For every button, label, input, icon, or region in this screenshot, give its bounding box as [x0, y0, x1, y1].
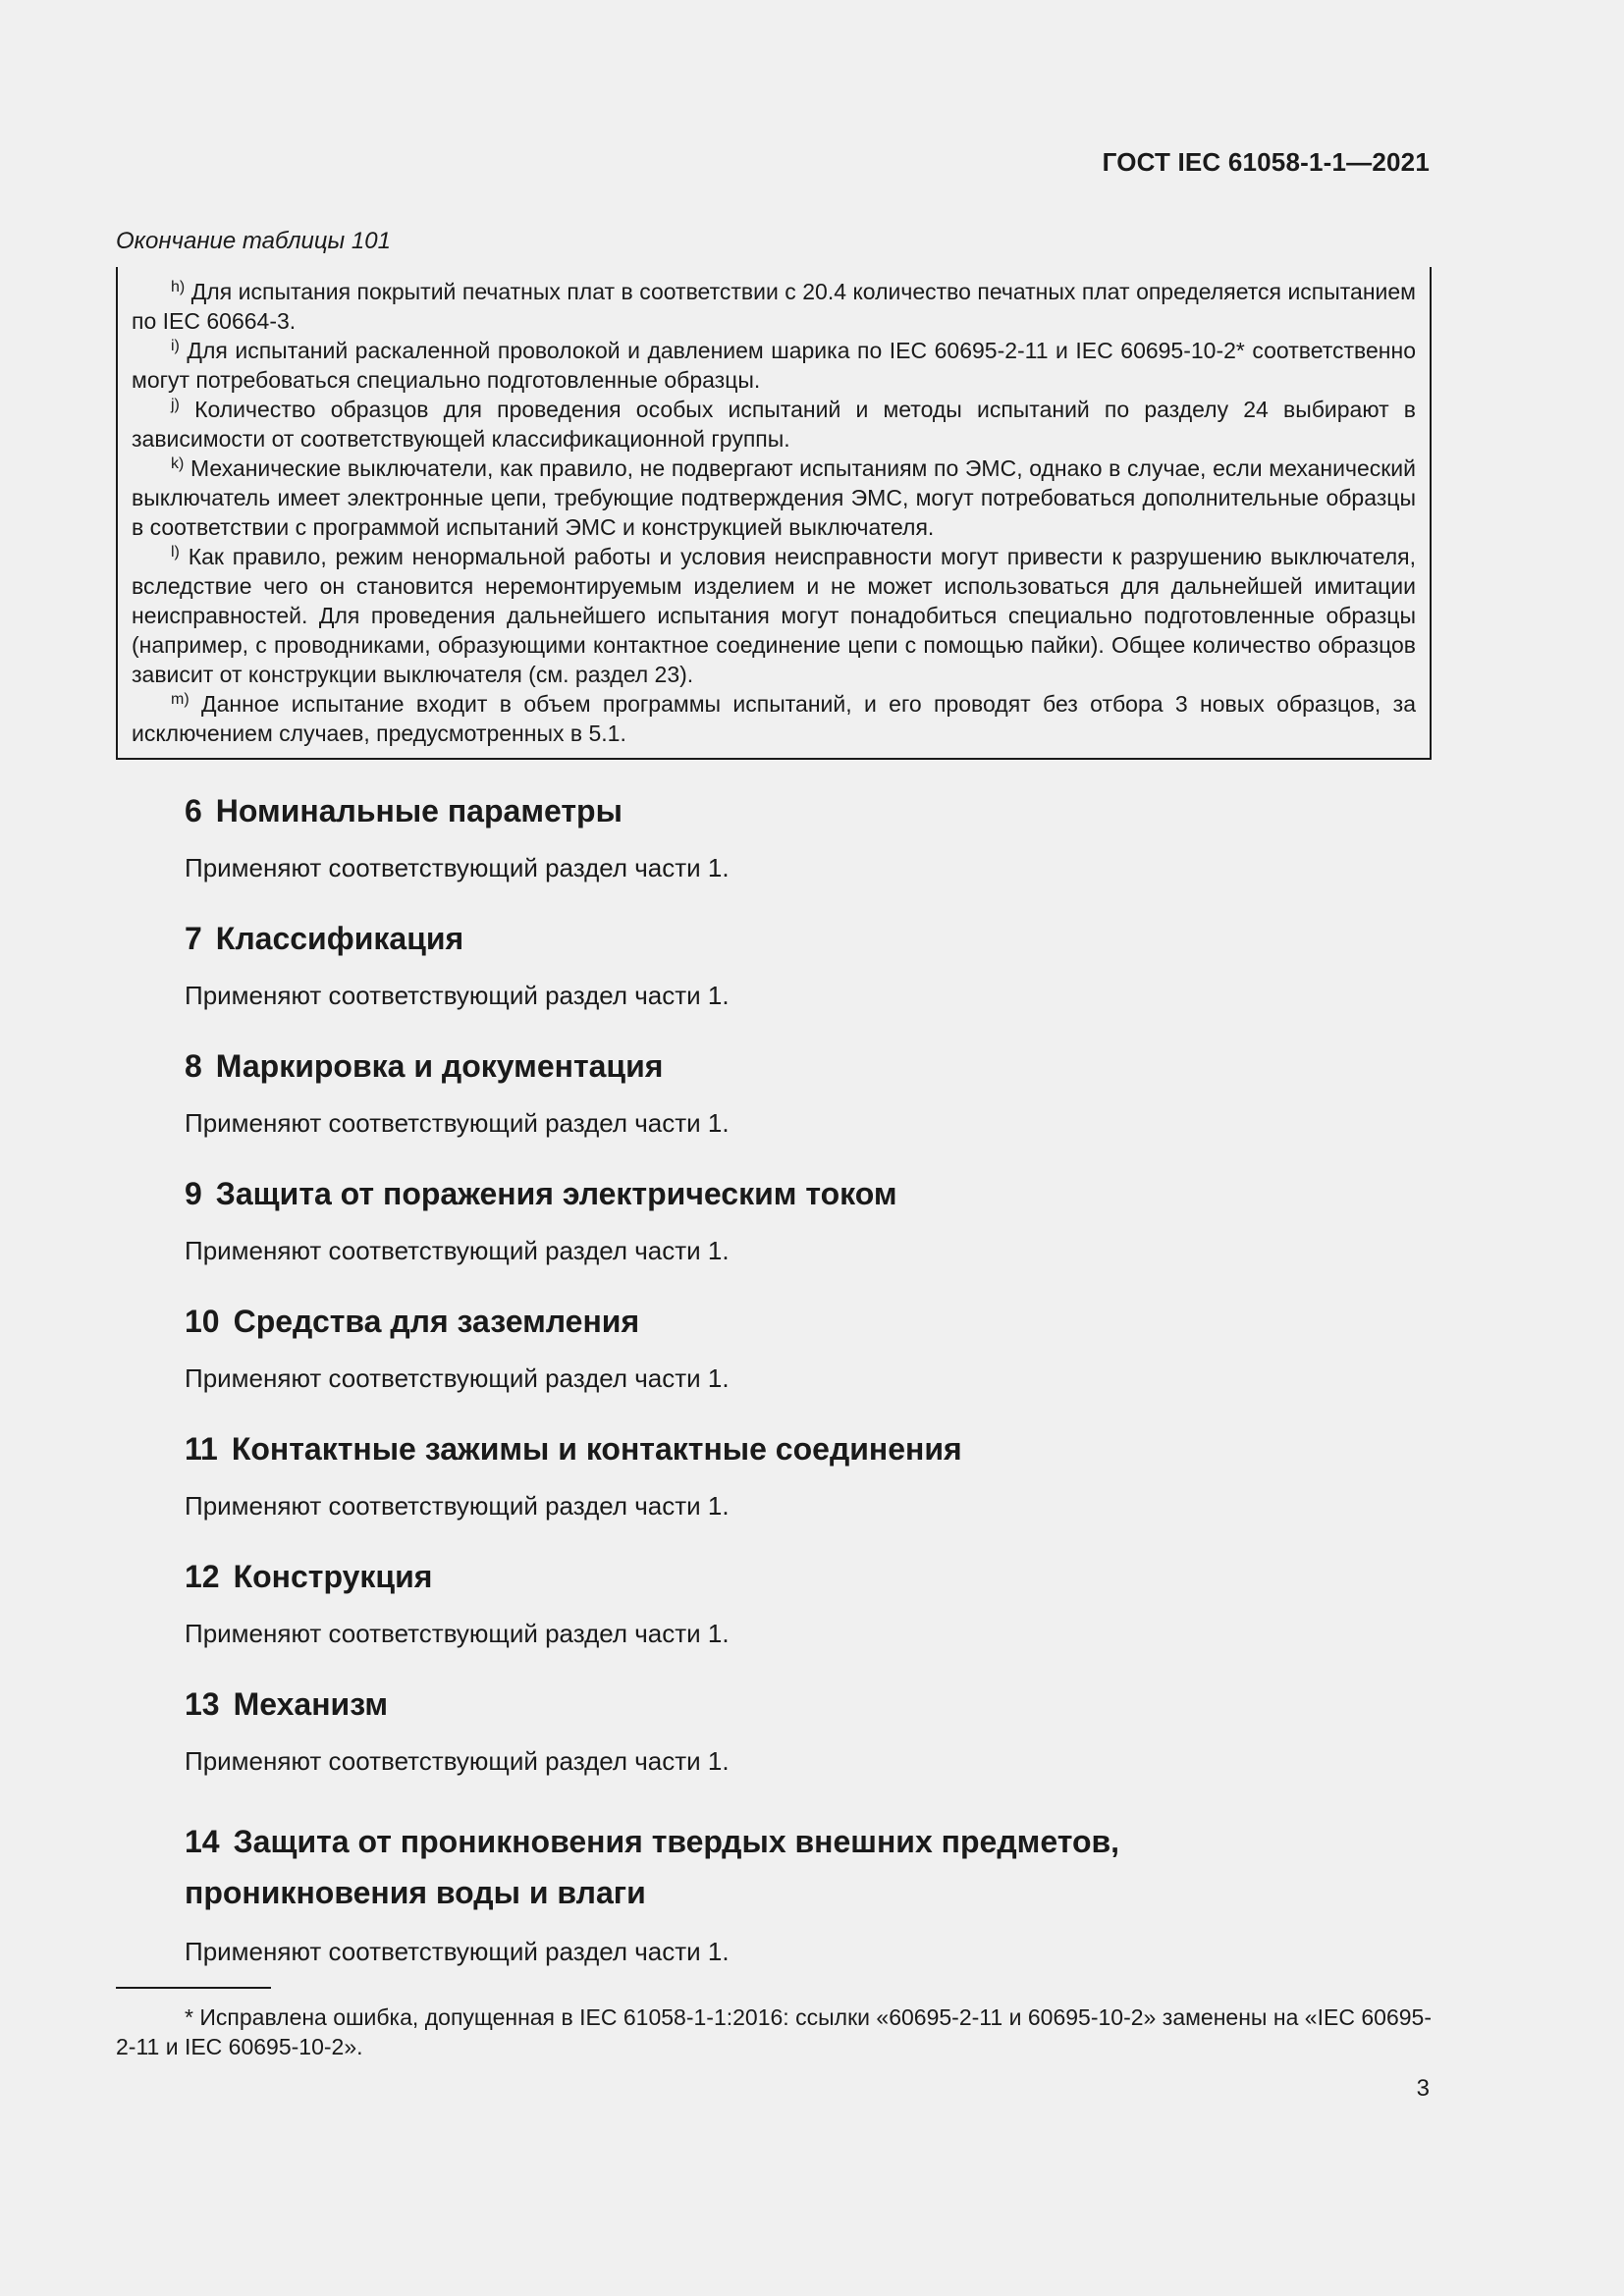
section-heading [185, 1046, 1432, 1086]
note-mark: h) [171, 279, 186, 295]
section-6 [185, 791, 1432, 883]
section-text: Применяют соответствующий раздел части 1. [185, 1363, 730, 1393]
note-mark: m) [171, 691, 189, 708]
section-text: Применяют соответствующий раздел части 1. [185, 1491, 730, 1521]
section-number: 9 [185, 1176, 202, 1211]
section-number: 10 [185, 1304, 220, 1339]
section-title: Номинальные параметры [215, 793, 623, 828]
section-9 [185, 1174, 1432, 1266]
note-mark: i) [171, 338, 180, 354]
section-title: Классификация [215, 921, 464, 956]
section-10 [185, 1302, 1432, 1394]
section-heading [185, 1816, 1225, 1918]
table-notes-box [116, 267, 1432, 760]
note-mark: k) [171, 455, 185, 472]
note-text: Количество образцов для проведения особых испытаний и методы испытаний по разделу 24 выбирают в зависимости от соответствующей классификационной группы. [132, 397, 1417, 452]
section-text: Применяют соответствующий раздел части 1. [185, 1108, 730, 1138]
section-heading [185, 1684, 1432, 1724]
section-text: Применяют соответствующий раздел части 1. [185, 1937, 730, 1966]
section-number: 14 [185, 1824, 220, 1859]
table-note-h [132, 277, 1416, 336]
section-title: Защита от поражения электрическим током [215, 1176, 897, 1211]
note-mark: j) [171, 397, 180, 413]
table-note-k [132, 454, 1416, 542]
section-number: 7 [185, 921, 202, 956]
section-13 [185, 1684, 1432, 1777]
section-text: Применяют соответствующий раздел части 1. [185, 1746, 730, 1776]
section-title: Средства для заземления [233, 1304, 640, 1339]
note-mark: l) [171, 544, 180, 561]
footnote-separator [116, 1987, 271, 1989]
section-heading [185, 1302, 1432, 1341]
section-heading [185, 1174, 1432, 1213]
note-text: Механические выключатели, как правило, не подвергают испытаниям по ЭМС, однако в случае, если механический выключатель имеет электронные цепи, требующие подтверждения ЭМС, могут потребоваться дополнительные образцы в соответствии с программой испытаний ЭМС и конструкцией выключателя. [132, 455, 1416, 540]
table-note-l [132, 542, 1416, 689]
section-number: 12 [185, 1559, 220, 1594]
section-12 [185, 1557, 1432, 1649]
table-note-i [132, 336, 1416, 395]
section-title: Защита от проникновения твердых внешних предметов, проникновения воды и влаги [185, 1824, 1120, 1910]
section-heading [185, 791, 1432, 830]
table-note-m [132, 689, 1416, 748]
note-text: Данное испытание входит в объем программы испытаний, и его проводят без отбора 3 новых образцов, за исключением случаев, предусмотренных в 5.1. [132, 691, 1417, 746]
section-heading [185, 1429, 1432, 1468]
section-heading [185, 1557, 1432, 1596]
section-title: Маркировка и документация [215, 1048, 664, 1084]
section-7 [185, 919, 1432, 1011]
section-number: 11 [185, 1431, 218, 1467]
section-number: 8 [185, 1048, 202, 1084]
note-text: Для испытаний раскаленной проволокой и давлением шарика по IEC 60695-2-11 и IEC 60695-10-2* соответственно могут потребоваться специально подготовленные образцы. [132, 338, 1416, 393]
section-title: Конструкция [233, 1559, 433, 1594]
footnote: * Исправлена ошибка, допущенная в IEC 61058-1-1:2016: ссылки «60695-2-11 и 60695-10-2» заменены на «IEC 60695-2-11 и IEC 60695-10-2». [116, 2004, 1432, 2059]
section-title: Механизм [233, 1686, 388, 1722]
section-11 [185, 1429, 1432, 1522]
section-heading [185, 919, 1432, 958]
section-number: 13 [185, 1686, 220, 1722]
section-text: Применяют соответствующий раздел части 1. [185, 1236, 730, 1265]
page-number: 3 [1416, 2075, 1430, 2102]
section-text: Применяют соответствующий раздел части 1. [185, 853, 730, 882]
section-text: Применяют соответствующий раздел части 1. [185, 981, 730, 1010]
section-number: 6 [185, 793, 202, 828]
section-8 [185, 1046, 1432, 1139]
document-code: ГОСТ IEC 61058-1-1—2021 [1102, 147, 1430, 177]
note-text: Как правило, режим ненормальной работы и условия неисправности могут привести к разрушению выключателя, вследствие чего он становится неремонтируемым изделием и не может использоваться для дальнейшей имитации неисправностей. Для проведения дальнейшего испытания могут понадобиться специально подготовленные образцы (например, с проводниками, образующими контактное соединение цепи с помощью пайки). Общее количество образцов зависит от конструкции выключателя (см. раздел 23). [132, 544, 1416, 687]
section-title: Контактные зажимы и контактные соединения [231, 1431, 962, 1467]
section-text: Применяют соответствующий раздел части 1. [185, 1619, 730, 1648]
table-note-j [132, 395, 1416, 454]
section-14 [185, 1816, 1225, 1967]
table-caption: Окончание таблицы 101 [116, 228, 391, 254]
note-text: Для испытания покрытий печатных плат в соответствии с 20.4 количество печатных плат определяется испытанием по IEC 60664-3. [132, 279, 1416, 334]
